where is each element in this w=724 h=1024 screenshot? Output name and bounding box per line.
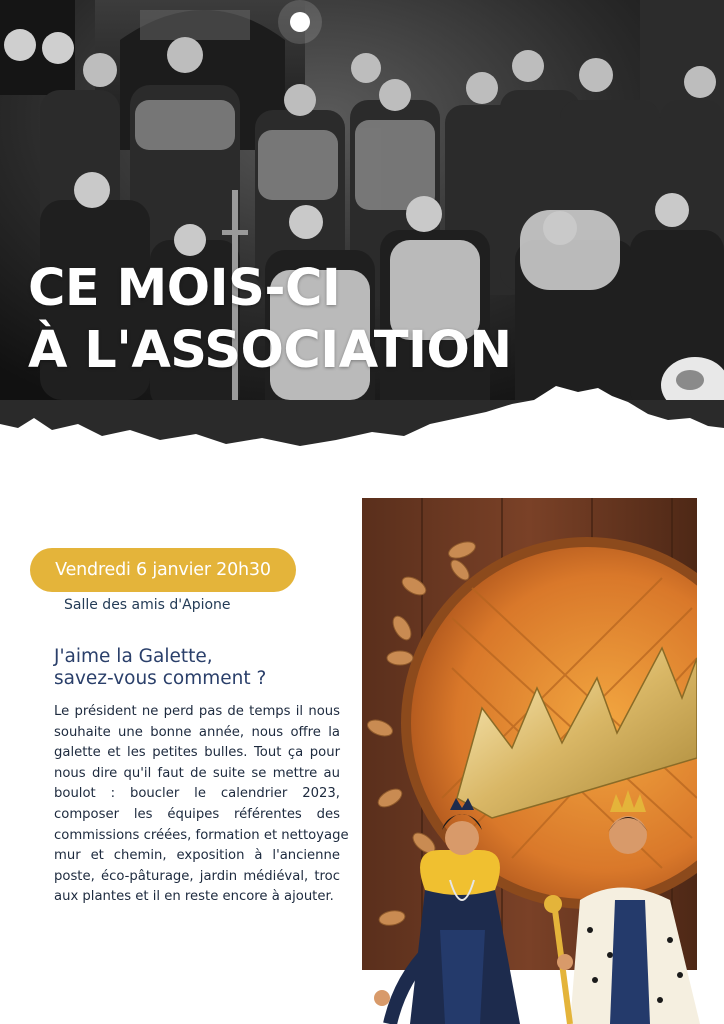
queen-figure [374,798,520,1024]
event-date-badge: Vendredi 6 janvier 20h30 [30,548,296,592]
article-body [54,702,349,908]
article-heading-line-2: savez-vous comment ? [54,668,267,689]
article-body-line: aux plantes et il en reste encore à ajouter. [54,889,334,905]
hero-banner [0,0,724,470]
article-heading-line-1: J'aime la Galette, [54,646,213,667]
article-body-line: composer les équipes référentes des [54,806,340,822]
article-body-line: commissions créées, formation et nettoyage [54,827,349,843]
article-body-line: mur et chemin, exposition à l'ancienne [54,848,340,864]
torn-paper-edge [0,0,724,470]
article-body-line: Le président ne perd pas de temps il nous [54,704,340,719]
king-queen-illustration [370,780,724,1024]
article-heading [54,646,266,690]
article-body-line: galette et les petites bulles. Tout ça pour [54,745,340,761]
article-body-line: boulot : boucler le calendrier 2023, [54,786,340,802]
king-figure [544,790,700,1024]
hero-title-line-2: À L'ASSOCIATION [28,321,512,380]
article-body-line: nous dire qu'il faut de suite se mettre au [54,765,340,781]
event-venue: Salle des amis d'Apione [64,597,231,613]
hero-title-line-1: CE MOIS-CI [28,259,341,318]
article-body-line: souhaite une bonne année, nous offre la [54,724,340,740]
article-body-line: poste, éco-pâturage, jardin médiéval, troc [54,868,340,884]
hero-title [28,258,512,382]
